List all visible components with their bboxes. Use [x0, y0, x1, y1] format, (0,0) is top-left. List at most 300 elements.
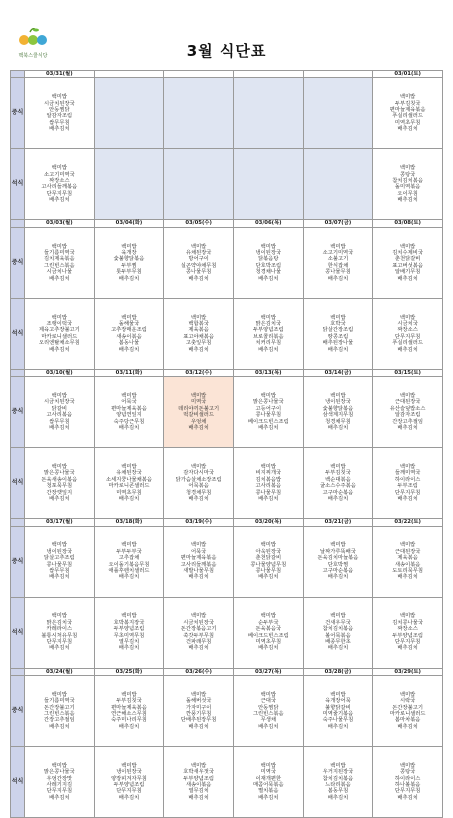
menu-item: 시금치국	[397, 321, 418, 327]
menu-item: 백미밥	[190, 393, 207, 399]
menu-item: 두부양념조림	[392, 632, 423, 639]
menu-item: 백미밥	[190, 464, 207, 470]
row-label-spacer	[11, 519, 25, 526]
lunch-label: 중식	[11, 377, 25, 448]
row-label-spacer	[11, 369, 25, 376]
menu-item: 맑은콩나물국	[43, 470, 75, 477]
menu-item: 치커리무침	[255, 340, 282, 347]
menu-cell	[94, 676, 164, 747]
date-cell: 03/05(수)	[164, 220, 234, 227]
menu-item: 땅콩조림	[327, 333, 349, 340]
menu-item: 멸치볶음	[258, 788, 279, 795]
menu-item: 배추김치	[258, 794, 279, 801]
menu-item: 두부김칫국	[394, 100, 421, 107]
menu-item: 근대된장국	[394, 548, 421, 555]
menu-item: 배추김치	[327, 425, 349, 432]
menu-item: 두부두부국	[116, 548, 142, 555]
menu-item: 닭살고추조림	[43, 555, 75, 562]
menu-cell	[94, 747, 164, 818]
menu-item: 콩나물무침	[185, 269, 212, 276]
menu-item: 우엉채	[190, 418, 207, 425]
menu-item: 배추김치	[188, 645, 209, 652]
menu-item: 콩나물무침	[325, 269, 351, 276]
menu-cell	[25, 227, 95, 298]
menu-item: 고사리들깨볶음	[41, 184, 78, 191]
date-cell: 03/19(수)	[164, 519, 234, 526]
menu-item: 호박국	[330, 321, 346, 327]
dinner-label: 석식	[11, 597, 25, 668]
menu-item: 새발나물무침	[183, 568, 214, 575]
menu-item: 미역초무침	[394, 119, 421, 126]
menu-item: 두부김칫국	[325, 470, 351, 477]
menu-item: 돈육볶음국	[255, 626, 282, 633]
menu-item: 배추김치	[118, 346, 140, 353]
dinner-row	[11, 448, 443, 519]
date-cell: 03/11(화)	[94, 369, 164, 376]
menu-cell	[373, 78, 443, 149]
menu-item: 배추김치	[397, 723, 418, 730]
menu-item: 양장피겨자무침	[111, 775, 147, 782]
lunch-label: 중식	[11, 78, 25, 149]
date-cell: 03/21(금)	[303, 519, 373, 526]
menu-item: 새송이볶음	[185, 782, 212, 789]
menu-item: 배추김치	[258, 425, 279, 432]
menu-item: 볼어묵볶음	[325, 632, 351, 639]
menu-item: 브로콜리볶음	[252, 333, 284, 340]
menu-cell	[94, 78, 164, 149]
row-label-spacer	[11, 71, 25, 78]
menu-item: 배추김치	[49, 723, 70, 730]
menu-item: 호박볶지장국	[113, 619, 145, 626]
menu-item: 김치콩나물국	[392, 619, 423, 626]
menu-item: 두부양념조림	[183, 775, 214, 782]
menu-item: 육개장	[121, 250, 137, 256]
menu-item: 쌈무무침	[49, 119, 70, 126]
menu-item: 청경채무침	[325, 418, 351, 425]
menu-cell	[373, 747, 443, 818]
menu-item: 오이무침	[397, 190, 418, 197]
menu-item: 배추김치	[49, 425, 70, 432]
menu-item: 백미밥	[399, 243, 416, 250]
menu-item: 고사리볶음	[46, 412, 73, 419]
menu-item: 베이크드빈스조림	[247, 418, 289, 425]
date-cell: 03/08(토)	[373, 220, 443, 227]
menu-item: 청경채무침	[185, 489, 212, 496]
menu-item: 카레라이스	[46, 626, 73, 633]
menu-item: 단무지무침	[394, 788, 421, 795]
menu-item: 그린빈스볶음	[252, 711, 284, 718]
menu-item: 냉이된장국	[255, 250, 282, 256]
menu-item: 소세지쿵나물채볶음	[105, 476, 153, 483]
menu-item: 단무지무침	[394, 639, 421, 646]
menu-item: 고추장매운조림	[111, 327, 147, 334]
menu-item: 알배기무침	[394, 269, 421, 276]
menu-item: 고등어구이	[255, 405, 282, 412]
menu-item: 배추김치	[258, 574, 279, 581]
lunch-row	[11, 227, 443, 298]
menu-item: 어묵볶음	[188, 483, 209, 490]
menu-item: 시금치나물	[46, 269, 73, 276]
menu-item: 맑은김치국	[255, 321, 282, 327]
menu-cell	[303, 747, 373, 818]
menu-item: 어묵국	[121, 399, 137, 406]
menu-item: 건파래무침	[185, 639, 212, 646]
menu-item: 근대된장국	[394, 399, 421, 406]
menu-item: 백미밥	[330, 393, 346, 399]
menu-item: 새송이볶음	[394, 561, 421, 568]
date-cell	[303, 71, 373, 78]
menu-item: 배추김치	[49, 645, 70, 652]
menu-item: 콩나물양념무침	[250, 561, 287, 568]
menu-item: 푸실리샐러드	[392, 113, 423, 120]
menu-item: 배추김치	[327, 723, 349, 730]
menu-item: 마카로니샐러드	[41, 333, 78, 340]
menu-item: 백미밥	[260, 393, 276, 399]
menu-item: 무생채	[260, 717, 276, 724]
menu-cell	[25, 298, 95, 369]
menu-cell	[233, 298, 303, 369]
date-cell: 03/26(수)	[164, 668, 234, 675]
date-cell: 03/03(월)	[25, 220, 95, 227]
lunch-label: 중식	[11, 676, 25, 747]
menu-item: 배추김치	[258, 496, 279, 503]
menu-item: 백미밥	[121, 464, 137, 470]
menu-item: 편마늘제육볶음	[389, 107, 426, 113]
menu-item: 백미밥	[330, 762, 346, 769]
menu-cell	[94, 597, 164, 668]
menu-cell	[94, 298, 164, 369]
menu-item: 백미밥	[330, 542, 346, 549]
menu-item: 맑은콩나물국	[43, 769, 75, 776]
date-cell: 03/31(월)	[25, 71, 95, 78]
menu-item: 매콤어묵볶음	[252, 782, 284, 789]
menu-item: 편마늘제육볶음	[111, 405, 147, 412]
menu-item: 봄마차볶음	[394, 717, 421, 724]
menu-item: 그린빈스볶음	[43, 711, 75, 718]
menu-item: 데리야끼돈불고기	[178, 405, 220, 412]
menu-item: 유채된장국	[116, 470, 142, 477]
menu-item: 쑥갓두부무침	[183, 632, 214, 639]
date-row	[11, 668, 443, 675]
menu-item: 볼통시처유무침	[41, 632, 78, 639]
menu-item: 간장고추절임	[43, 717, 75, 724]
menu-item: 소고기미역국	[322, 250, 354, 256]
menu-cell	[94, 149, 164, 220]
menu-item: 편마늘제육볶음	[111, 704, 147, 711]
menu-item: 백미밥	[260, 243, 276, 250]
date-cell: 03/07(금)	[303, 220, 373, 227]
menu-item: 쌈무무침	[49, 418, 70, 425]
menu-item: 백미밥	[330, 691, 346, 698]
menu-item: 백미밥	[399, 464, 416, 470]
dinner-row	[11, 298, 443, 369]
menu-item: 콩나물무침	[255, 412, 282, 419]
menu-item: 냉이된장국	[116, 769, 142, 776]
menu-item: 단호박조림	[255, 262, 282, 269]
date-cell: 03/15(토)	[373, 369, 443, 376]
menu-item: 배추김치	[397, 496, 418, 503]
menu-item: 숯불향닭볶음	[113, 256, 145, 263]
menu-item: 콩나물무침	[255, 489, 282, 496]
menu-item: 배추김치	[49, 346, 70, 353]
menu-item: 백미밥	[51, 464, 67, 470]
menu-item: 백미밥	[121, 314, 137, 321]
lunch-row	[11, 78, 443, 149]
menu-item: 김치제육볶음	[43, 256, 75, 263]
menu-item: 편마늘제육볶음	[180, 555, 217, 562]
date-cell	[233, 71, 303, 78]
menu-item: 시금치된장국	[183, 619, 214, 626]
menu-item: 느타리볶음	[325, 782, 351, 789]
menu-item: 두부양념조림	[113, 626, 145, 633]
menu-item: 백미밥	[190, 613, 207, 620]
date-cell: 03/06(목)	[233, 220, 303, 227]
menu-cell	[164, 526, 234, 597]
row-label-spacer	[11, 220, 25, 227]
menu-item: 하나볼볶음	[394, 782, 421, 789]
menu-item: 감자다시마국	[183, 470, 214, 477]
menu-item: 백미밥	[330, 314, 346, 321]
menu-item: 삼색계지무침	[322, 412, 354, 419]
menu-item: 배추김치	[49, 794, 70, 801]
menu-item: 봄동나물	[118, 340, 140, 347]
menu-item: 오리엔탈채소무침	[38, 340, 80, 347]
menu-cell	[373, 227, 443, 298]
menu-item: 백미밥	[399, 613, 416, 620]
menu-item: 굴소스수주볶음	[320, 483, 356, 490]
row-label-spacer	[11, 668, 25, 675]
menu-item: 백합볶국	[188, 321, 209, 327]
menu-item: 시금치된장국	[43, 100, 75, 107]
menu-item: 참치김치볶음	[322, 626, 354, 633]
menu-item: 백미밥	[121, 691, 137, 698]
menu-item: 백미밥	[51, 691, 67, 698]
menu-cell	[164, 78, 234, 149]
menu-cell	[303, 526, 373, 597]
menu-item: 날짜가루뚝배국	[320, 548, 356, 555]
menu-cell	[373, 526, 443, 597]
menu-item: 청포묵무침	[46, 483, 73, 490]
menu-item: 가자미구이	[185, 704, 212, 711]
dinner-label: 석식	[11, 747, 25, 818]
menu-cell	[303, 78, 373, 149]
menu-item: 배추김치	[118, 645, 140, 652]
menu-item: 배추김치	[118, 496, 140, 503]
menu-item: 미역국	[260, 769, 276, 776]
menu-item: 돌해버섯국	[185, 698, 212, 705]
menu-item: 배추김치	[397, 275, 418, 282]
date-cell: 03/14(금)	[303, 369, 373, 376]
menu-item: 알감자조림	[46, 113, 73, 120]
menu-item: 배추김치	[327, 794, 349, 801]
menu-item: 백미밥	[399, 94, 416, 101]
menu-item: 단무지무침	[46, 190, 73, 197]
menu-item: 배추김치	[188, 496, 209, 503]
menu-item: 시금치된장국	[43, 399, 75, 406]
menu-item: 배추김치	[397, 574, 418, 581]
page-title: 3월 식단표	[186, 42, 267, 60]
menu-cell	[25, 448, 95, 519]
menu-item: 백미밥	[190, 762, 207, 769]
menu-item: 두부조림	[397, 483, 418, 490]
menu-item: 배추김치	[118, 275, 140, 282]
menu-item: 돈간장볶음고기	[180, 626, 217, 633]
menu-item: 순두부국	[258, 619, 279, 626]
lunch-row	[11, 526, 443, 597]
menu-item: 고사리들깨볶음	[180, 561, 217, 568]
menu-item: 백미밥	[51, 243, 67, 250]
menu-item: 백미밥	[51, 613, 67, 620]
menu-item: 백미밥	[399, 314, 416, 321]
menu-item: 쌈무무침	[49, 568, 70, 575]
menu-item: 백미밥	[260, 762, 276, 769]
menu-item: 연근해소스무침	[111, 711, 147, 718]
menu-item: 새송이볶음	[116, 333, 142, 340]
menu-item: 짜장소스	[397, 327, 418, 334]
menu-item: 소고기미역국	[43, 171, 75, 178]
menu-item: 어묵국	[190, 548, 207, 555]
menu-item: 도토리묵무침	[392, 568, 423, 575]
menu-item: 백미밥	[121, 243, 137, 250]
menu-cell	[164, 597, 234, 668]
dinner-label: 석식	[11, 448, 25, 519]
menu-item: 배추김치	[49, 496, 70, 503]
menu-item: 백미밥	[260, 613, 276, 620]
menu-item: 들기름미역국	[43, 698, 75, 705]
menu-item: 두부김칫국	[116, 698, 142, 705]
menu-cell	[25, 526, 95, 597]
menu-item: 불향닭갈비	[325, 704, 351, 711]
menu-cell	[373, 597, 443, 668]
menu-item: 백미밥	[51, 542, 67, 549]
menu-item: 고구마순볶음	[322, 568, 354, 575]
menu-item: 백순대볶음	[325, 476, 351, 483]
menu-item: 닭가슴살채소장조림	[175, 476, 222, 483]
menu-cell	[303, 227, 373, 298]
menu-item: 김치수제비국	[392, 250, 423, 256]
menu-item: 백미밥	[399, 691, 416, 698]
menu-cell	[373, 377, 443, 448]
lunch-row	[11, 377, 443, 448]
menu-item: 콩나물무침	[46, 561, 73, 568]
menu-item: 단배추된장무침	[180, 717, 217, 724]
menu-item: 두부양념조림	[113, 782, 145, 789]
menu-item: 배추김치	[49, 275, 70, 282]
menu-item: 백미밥	[399, 165, 416, 172]
menu-item: 고추잡채	[118, 555, 140, 562]
menu-item: 백미밥	[260, 314, 276, 321]
menu-item: 고춧잎무침	[185, 340, 212, 347]
menu-item: 백미밥	[260, 691, 276, 698]
menu-item: 배추김치	[49, 574, 70, 581]
menu-cell	[25, 747, 95, 818]
menu-item: 백미밥	[330, 464, 346, 470]
menu-item: 표고버섯볶음	[392, 262, 423, 269]
date-row	[11, 71, 443, 78]
menu-cell	[25, 149, 95, 220]
menu-item: 백미밥	[121, 542, 137, 549]
menu-item: 유산슬덮밥소스	[389, 405, 426, 412]
menu-item: 애플후렌치샐러드	[108, 568, 150, 575]
menu-item: 비지찌개국	[255, 470, 282, 477]
menu-item: 백미밥	[260, 542, 276, 549]
menu-item: 들깨미역국	[394, 470, 421, 477]
menu-item: 단무지무침	[46, 639, 73, 646]
menu-item: 청경채나물	[255, 269, 282, 276]
menu-item: 방어구이	[188, 256, 209, 263]
date-cell: 03/17(월)	[25, 519, 95, 526]
menu-item: 실곤약야채무침	[180, 262, 217, 269]
menu-item: 배종무한초	[325, 639, 351, 646]
menu-item: 닭살간장조림	[322, 327, 354, 334]
date-cell: 03/20(목)	[233, 519, 303, 526]
lunch-label: 중식	[11, 227, 25, 298]
menu-item: 베이크드빈스조림	[247, 632, 289, 639]
menu-item: 배추김치	[118, 794, 140, 801]
menu-item: 짜장소스	[49, 178, 70, 184]
menu-cell	[233, 377, 303, 448]
menu-item: 숯불향닭볶음	[322, 405, 354, 412]
menu-cell	[373, 149, 443, 220]
menu-item: 숙주당근무침	[113, 418, 145, 425]
date-cell: 03/18(화)	[94, 519, 164, 526]
menu-item: 유채된장국	[185, 250, 212, 256]
menu-cell	[25, 676, 95, 747]
menu-item: 돈육김치마늘볶음	[317, 555, 359, 562]
menu-cell	[303, 597, 373, 668]
menu-item: 참치김치볶음	[322, 775, 354, 782]
menu-item: 배추김치	[327, 346, 349, 353]
menu-cell	[373, 448, 443, 519]
menu-item: 배추김치	[258, 346, 279, 353]
menu-item: 호박새우젓국	[183, 769, 214, 776]
menu-item: 백미밥	[51, 314, 67, 321]
menu-item: 깐풍기무침	[185, 711, 212, 718]
menu-item: 백미밥	[190, 314, 207, 321]
menu-item: 미역줄기볶음	[322, 711, 354, 718]
menu-item: 백미밥	[190, 691, 207, 698]
menu-cell	[303, 448, 373, 519]
menu-item: 맑은콩나물국	[252, 399, 284, 406]
dinner-label: 석식	[11, 149, 25, 220]
menu-cell	[233, 149, 303, 220]
menu-item: 배추김치	[49, 197, 70, 204]
menu-item: 돌미역볶음	[394, 184, 421, 191]
menu-item: 춘천닭갈비	[255, 555, 282, 562]
menu-item: 숙주미나리무침	[111, 717, 147, 724]
menu-item: 단무지무침	[394, 333, 421, 340]
menu-item: 오이돌기볶음무침	[108, 561, 150, 568]
date-cell: 03/12(수)	[164, 369, 234, 376]
menu-item: 배추김치	[397, 645, 418, 652]
menu-cell	[303, 377, 373, 448]
menu-item: 콩탕국	[399, 769, 416, 776]
menu-item: 백미밥	[121, 393, 137, 399]
menu-item: 백미밥	[330, 243, 346, 250]
menu-item: 미역초무침	[255, 639, 282, 646]
menu-item: 안동찜닭	[258, 704, 279, 711]
menu-item: 우거지된장국	[322, 769, 354, 776]
menu-cell	[25, 377, 95, 448]
date-row	[11, 220, 443, 227]
menu-item: 배추김치	[397, 126, 418, 133]
menu-item: 냉이된장국	[325, 399, 351, 406]
menu-item: 배추김치	[258, 723, 279, 730]
menu-item: 알감자조림	[394, 412, 421, 419]
menu-item: 백미밥	[51, 165, 67, 172]
date-cell	[94, 71, 164, 78]
menu-item: 열무김치	[188, 788, 209, 795]
